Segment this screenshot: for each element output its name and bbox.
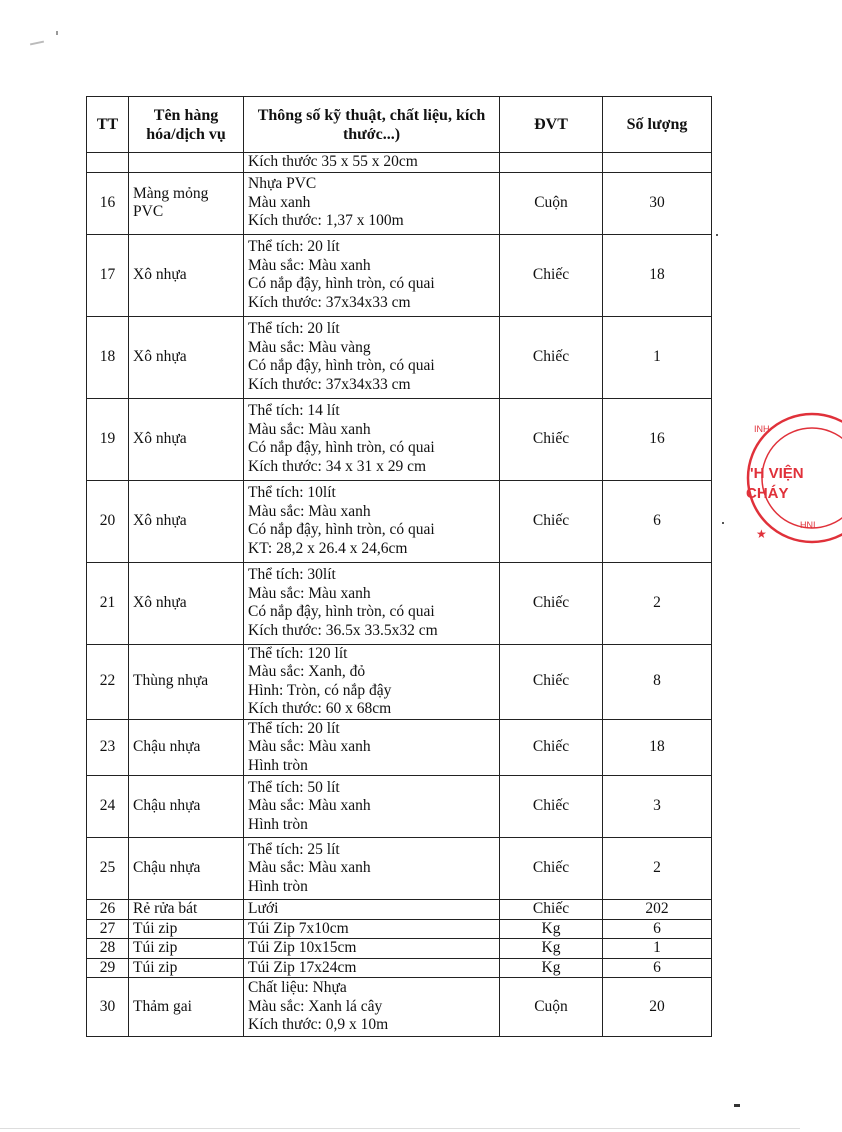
table-row (87, 958, 712, 978)
spec-line: Có nắp đậy, hình tròn, có quai (248, 603, 435, 620)
row-tt: 17 (87, 234, 129, 316)
row-unit: Chiếc (500, 719, 603, 776)
row-spec (244, 776, 500, 838)
spec-line: Thể tích: 20 lít (248, 320, 340, 337)
row-unit: Kg (500, 919, 603, 939)
spec-line: Thể tích: 120 lít (248, 644, 348, 662)
table-row (87, 153, 712, 173)
row-tt: 29 (87, 958, 129, 978)
row-name: Xô nhựa (129, 234, 244, 316)
spec-line: Màu sắc: Màu vàng (248, 338, 371, 356)
spec-line: Túi Zip 10x15cm (248, 939, 357, 956)
row-spec (244, 978, 500, 1037)
spec-line: Màu sắc: Màu xanh (248, 738, 371, 755)
scan-speck (734, 1104, 740, 1107)
svg-text:INH: INH (754, 424, 770, 434)
row-qty: 6 (603, 958, 712, 978)
row-unit: Chiếc (500, 900, 603, 920)
spec-line: Thể tích: 50 lít (248, 778, 340, 796)
row-qty (603, 153, 712, 173)
row-spec (244, 958, 500, 978)
header-spec: Thông số kỹ thuật, chất liệu, kích thước...) (244, 97, 500, 153)
spec-line: Có nắp đậy, hình tròn, có quai (248, 521, 435, 538)
row-name: Túi zip (129, 958, 244, 978)
spec-line: Hình tròn (248, 756, 308, 774)
table-row (87, 978, 712, 1037)
spec-line: Túi Zip 7x10cm (248, 919, 349, 937)
spec-line: Màu sắc: Màu xanh (248, 420, 371, 438)
row-unit: Cuộn (500, 978, 603, 1037)
header-qty: Số lượng (603, 97, 712, 153)
stamp-line-2: CHÁY (746, 485, 789, 502)
row-spec (244, 719, 500, 776)
spec-line: Kích thước: 1,37 x 100m (248, 212, 404, 230)
spec-line: Có nắp đậy, hình tròn, có quai (248, 439, 435, 456)
spec-line: Có nắp đậy, hình tròn, có quai (248, 275, 435, 292)
spec-line: Màu xanh (248, 193, 311, 211)
svg-text:★: ★ (756, 527, 767, 541)
row-unit: Chiếc (500, 316, 603, 398)
spec-line: Thể tích: 20 lít (248, 238, 340, 255)
row-name: Xô nhựa (129, 316, 244, 398)
row-qty: 6 (603, 919, 712, 939)
row-name: Thảm gai (129, 978, 244, 1037)
row-name: Rẻ rửa bát (129, 900, 244, 920)
row-name: Chậu nhựa (129, 776, 244, 838)
scan-speck (0, 1128, 800, 1129)
spec-line: Kích thước: 60 x 68cm (248, 700, 392, 717)
table-row (87, 776, 712, 838)
scan-speck (56, 31, 58, 35)
row-unit (500, 153, 603, 173)
row-qty: 1 (603, 939, 712, 959)
spec-line: Chất liệu: Nhựa (248, 979, 347, 997)
spec-line: Màu sắc: Màu xanh (248, 502, 371, 520)
spec-line: Túi Zip 17x24cm (248, 958, 357, 976)
row-qty: 1 (603, 316, 712, 398)
header-unit: ĐVT (500, 97, 603, 153)
row-unit: Chiếc (500, 398, 603, 480)
spec-line: Màu sắc: Màu xanh (248, 256, 371, 274)
spec-line: Kích thước: 36.5x 33.5x32 cm (248, 621, 438, 639)
row-unit: Chiếc (500, 838, 603, 900)
row-spec (244, 562, 500, 644)
row-name (129, 153, 244, 173)
row-tt: 22 (87, 644, 129, 719)
row-tt: 20 (87, 480, 129, 562)
row-qty: 18 (603, 719, 712, 776)
row-spec (244, 644, 500, 719)
row-qty: 6 (603, 480, 712, 562)
spec-line: Hình tròn (248, 877, 308, 895)
row-tt: 26 (87, 900, 129, 920)
table-body (87, 153, 712, 1037)
header-tt: TT (87, 97, 129, 153)
spec-line: Kích thước: 37x34x33 cm (248, 375, 411, 393)
row-unit: Chiếc (500, 480, 603, 562)
row-spec (244, 316, 500, 398)
spec-line: Kích thước: 34 x 31 x 29 cm (248, 457, 427, 475)
row-spec (244, 234, 500, 316)
row-name: Xô nhựa (129, 562, 244, 644)
spec-line: Có nắp đậy, hình tròn, có quai (248, 357, 435, 374)
row-qty: 3 (603, 776, 712, 838)
spec-line: Thể tích: 25 lít (248, 840, 340, 858)
red-stamp-seal (742, 410, 842, 550)
row-name: Xô nhựa (129, 398, 244, 480)
header-name: Tên hàng hóa/dịch vụ (129, 97, 244, 153)
row-tt: 25 (87, 838, 129, 900)
row-tt: 19 (87, 398, 129, 480)
row-tt: 16 (87, 172, 129, 234)
table-row (87, 919, 712, 939)
table-row (87, 644, 712, 719)
row-name: Chậu nhựa (129, 838, 244, 900)
table-row (87, 480, 712, 562)
table-row (87, 234, 712, 316)
spec-line: Màu sắc: Xanh lá cây (248, 997, 383, 1015)
row-spec (244, 398, 500, 480)
row-unit: Kg (500, 958, 603, 978)
scan-speck (722, 522, 724, 524)
spec-line: Kích thước: 0,9 x 10m (248, 1016, 389, 1034)
spec-line: Lưới (248, 900, 279, 917)
items-table (86, 96, 712, 1037)
row-name: Xô nhựa (129, 480, 244, 562)
row-tt: 23 (87, 719, 129, 776)
table-row (87, 562, 712, 644)
table-row (87, 719, 712, 776)
row-qty: 8 (603, 644, 712, 719)
row-tt: 21 (87, 562, 129, 644)
row-unit: Chiếc (500, 776, 603, 838)
row-tt: 30 (87, 978, 129, 1037)
row-spec (244, 480, 500, 562)
spec-line: Thể tích: 20 lít (248, 719, 340, 737)
spec-line: Thể tích: 14 lít (248, 402, 340, 419)
row-name: Chậu nhựa (129, 719, 244, 776)
row-tt: 27 (87, 919, 129, 939)
stamp-line-1: 'H VIỆN (750, 465, 804, 482)
table-row (87, 172, 712, 234)
table-row (87, 838, 712, 900)
row-name: Túi zip (129, 939, 244, 959)
row-name: Màng mỏng PVC (129, 172, 244, 234)
row-qty: 16 (603, 398, 712, 480)
spec-line: Hình tròn (248, 815, 308, 833)
row-spec (244, 919, 500, 939)
row-tt (87, 153, 129, 173)
spec-line: Nhựa PVC (248, 175, 317, 193)
row-unit: Chiếc (500, 562, 603, 644)
spec-line: Màu sắc: Màu xanh (248, 859, 371, 877)
row-unit: Chiếc (500, 644, 603, 719)
scan-speck (30, 41, 44, 46)
row-tt: 28 (87, 939, 129, 959)
row-qty: 2 (603, 838, 712, 900)
row-name: Túi zip (129, 919, 244, 939)
row-spec (244, 153, 500, 173)
row-unit: Kg (500, 939, 603, 959)
row-spec (244, 900, 500, 920)
row-unit: Cuộn (500, 172, 603, 234)
row-qty: 30 (603, 172, 712, 234)
row-spec (244, 838, 500, 900)
row-spec (244, 172, 500, 234)
spec-line: KT: 28,2 x 26.4 x 24,6cm (248, 539, 408, 557)
spec-line: Kích thước: 37x34x33 cm (248, 293, 411, 311)
spec-line: Màu sắc: Xanh, đỏ (248, 663, 366, 680)
row-qty: 202 (603, 900, 712, 920)
spec-line: Kích thước 35 x 55 x 20cm (248, 153, 418, 170)
row-unit: Chiếc (500, 234, 603, 316)
row-spec (244, 939, 500, 959)
row-name: Thùng nhựa (129, 644, 244, 719)
spec-line: Màu sắc: Màu xanh (248, 797, 371, 815)
table-row (87, 398, 712, 480)
scan-speck (716, 234, 718, 236)
table-header-row (87, 97, 712, 153)
spec-line: Thể tích: 10lít (248, 484, 336, 501)
spec-line: Hình: Tròn, có nắp đậy (248, 681, 392, 699)
svg-text:HNI: HNI (800, 520, 816, 530)
row-qty: 20 (603, 978, 712, 1037)
spec-line: Thể tích: 30lít (248, 566, 336, 583)
row-qty: 2 (603, 562, 712, 644)
table-row (87, 939, 712, 959)
spec-line: Màu sắc: Màu xanh (248, 584, 371, 602)
table-row (87, 316, 712, 398)
row-tt: 18 (87, 316, 129, 398)
row-qty: 18 (603, 234, 712, 316)
table-row (87, 900, 712, 920)
row-tt: 24 (87, 776, 129, 838)
